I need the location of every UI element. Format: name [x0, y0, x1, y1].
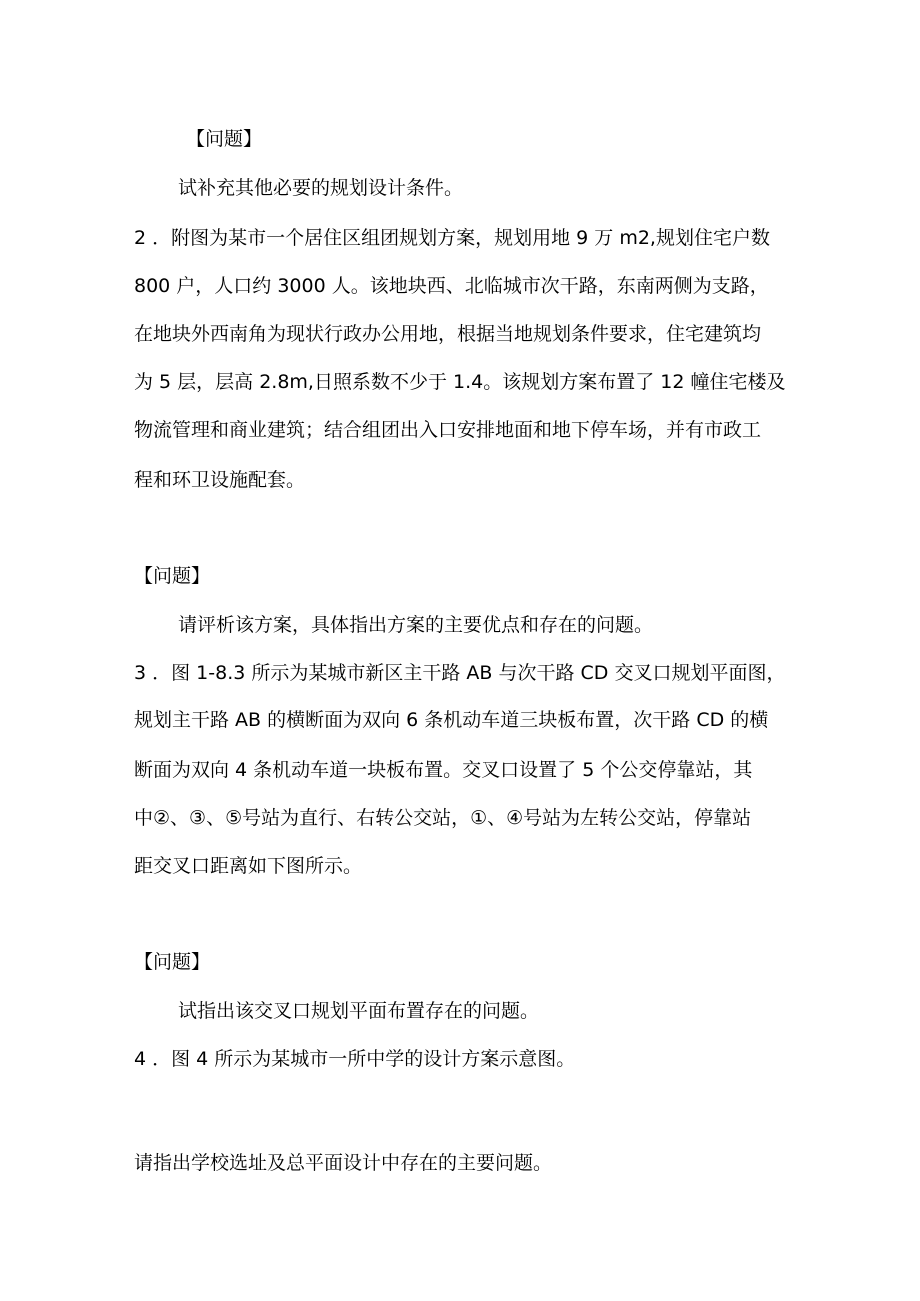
item4-line: 4 ．图 4 所示为某城市一所中学的设计方案示意图。 — [134, 1048, 576, 1070]
item3-heading: 【问题】 — [134, 951, 211, 973]
section1-heading: 【问题】 — [186, 128, 263, 150]
item4-question: 请指出学校选址及总平面设计中存在的主要问题。 — [134, 1152, 553, 1174]
item2-question: 请评析该方案，具体指出方案的主要优点和存在的问题。 — [178, 614, 654, 636]
item2-line-5: 物流管理和商业建筑；结合组团出入口安排地面和地下停车场，并有市政工 — [134, 419, 762, 441]
item2-line-4: 为 5 层，层高 2.8m,日照系数不少于 1.4。该规划方案布置了 12 幢住宅楼及 — [134, 371, 786, 393]
item3-question: 试指出该交叉口规划平面布置存在的问题。 — [178, 1000, 540, 1022]
item3-line-3: 断面为双向 4 条机动车道一块板布置。交叉口设置了 5 个公交停靠站，其 — [134, 759, 753, 781]
item2-line-3: 在地块外西南角为现状行政办公用地，根据当地规划条件要求，住宅建筑均 — [134, 323, 762, 345]
item2-line-2: 800 户，人口约 3000 人。该地块西、北临城市次干路，东南两侧为支路， — [134, 275, 769, 297]
item3-line-1: 3 ．图 1-8.3 所示为某城市新区主干路 AB 与次干路 CD 交叉口规划平面图， — [134, 662, 786, 684]
section1-question: 试补充其他必要的规划设计条件。 — [178, 177, 464, 199]
item2-heading: 【问题】 — [134, 565, 211, 587]
item3-line-5: 距交叉口距离如下图所示。 — [134, 855, 363, 877]
item3-line-4: 中②、③、⑤号站为直行、右转公交站，①、④号站为左转公交站，停靠站 — [134, 807, 752, 829]
item2-line-1: 2 ．附图为某市一个居住区组团规划方案，规划用地 9 万 m2,规划住宅户数 — [134, 227, 770, 249]
item2-line-6: 程和环卫设施配套。 — [134, 469, 306, 491]
item3-line-2: 规划主干路 AB 的横断面为双向 6 条机动车道三块板布置，次干路 CD 的横 — [134, 709, 769, 731]
